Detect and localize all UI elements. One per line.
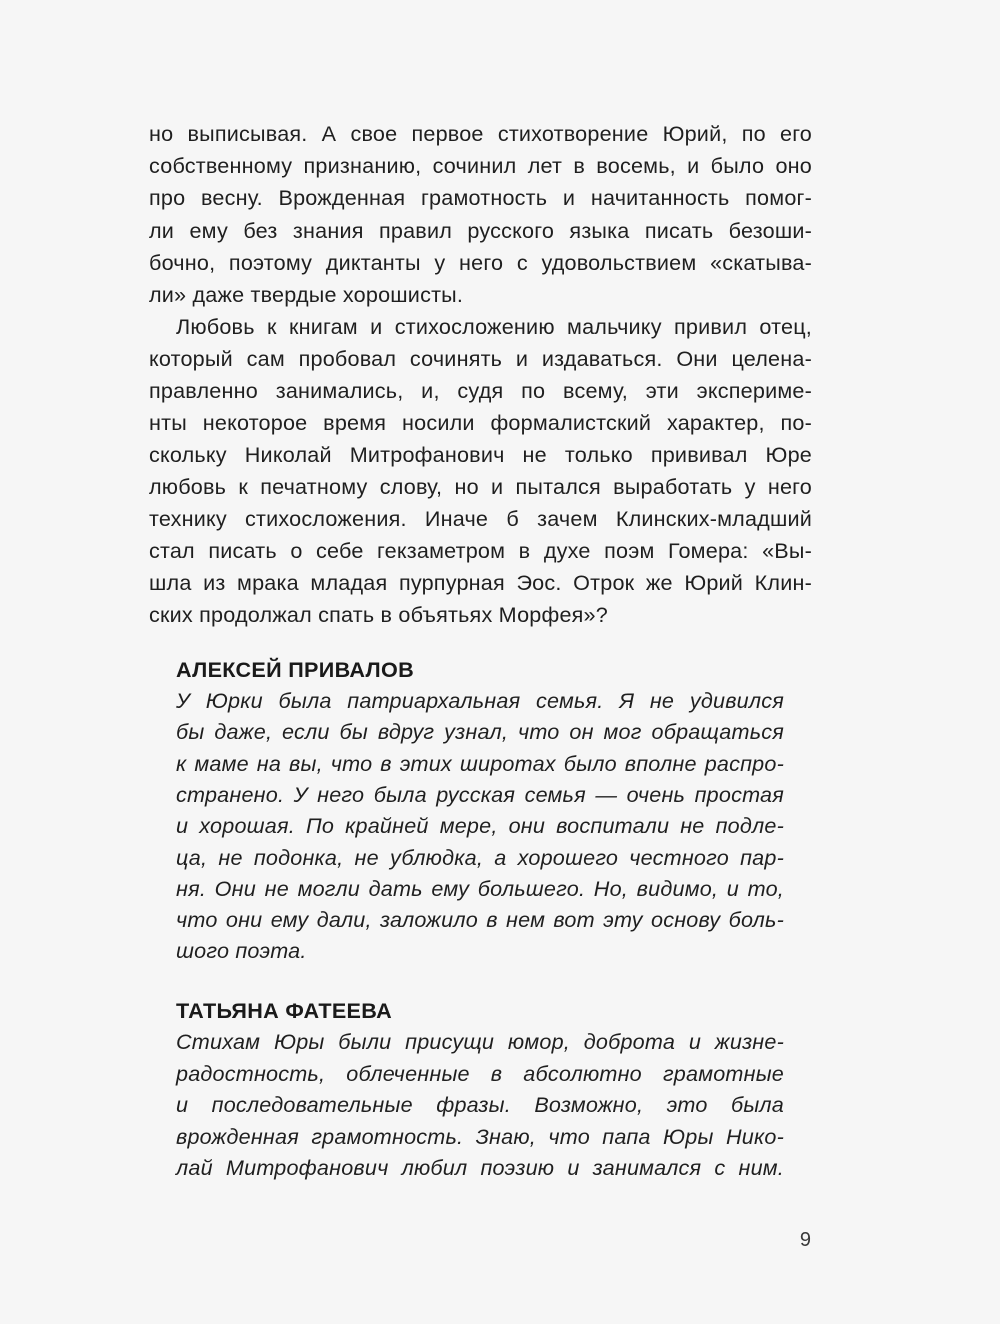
quote-line: радостность, облеченные в абсолютно грамотные (176, 1061, 784, 1086)
quote-line: странено. У него была русская семья — очень простая (176, 782, 784, 807)
text-line: любовь к печатному слову, но и пытался выработать у него (149, 474, 812, 499)
quote-line: ня. Они не могли дать ему большего. Но, видимо, и то, (176, 876, 784, 901)
text-line: собственному признанию, сочинил лет в восемь, и было оно (149, 153, 812, 178)
text-line: нты некоторое время носили формалистский характер, по- (149, 410, 812, 435)
text-line: стал писать о себе гекзаметром в духе поэм Гомера: «Вы- (149, 538, 812, 563)
text-line: который сам пробовал сочинять и издаваться. Они целена- (149, 346, 812, 371)
quote-line: и последовательные фразы. Возможно, это была (176, 1092, 784, 1117)
quote-line: У Юрки была патриархальная семья. Я не удивился (176, 688, 784, 713)
text-line: но выписывая. А свое первое стихотворение Юрий, по его (149, 121, 812, 146)
text-line: бочно, поэтому диктанты у него с удовольствием «скатыва- (149, 250, 812, 275)
quote-line: и хорошая. По крайней мере, они воспитали не подле- (176, 813, 784, 838)
text-line: шла из мрака младая пурпурная Эос. Отрок же Юрий Клин- (149, 570, 812, 595)
quote-line: что они ему дали, заложило в нем вот эту основу боль- (176, 907, 784, 932)
speaker-name: АЛЕКСЕЙ ПРИВАЛОВ (176, 657, 414, 682)
quote-line: ца, не подонка, не ублюдка, а хорошего честного пар- (176, 845, 784, 870)
quote-line: бы даже, если бы вдруг узнал, что он мог обращаться (176, 719, 784, 744)
text-line: про весну. Врожденная грамотность и начитанность помог- (149, 185, 812, 210)
text-line: ли» даже твердые хорошисты. (149, 282, 464, 307)
text-line: Любовь к книгам и стихосложению мальчику привил отец, (176, 314, 812, 339)
quote-line: шого поэта. (176, 938, 307, 963)
quote-line: лай Митрофанович любил поэзию и занимался с ним. (176, 1155, 784, 1180)
quote-line: врожденная грамотность. Знаю, что папа Юры Нико- (176, 1124, 784, 1149)
quote-line: к маме на вы, что в этих широтах было вполне распро- (176, 751, 784, 776)
text-line: ли ему без знания правил русского языка писать безоши- (149, 218, 812, 243)
speaker-name: ТАТЬЯНА ФАТЕЕВА (176, 998, 392, 1023)
text-line: технику стихосложения. Иначе б зачем Клинских-младший (149, 506, 812, 531)
text-line: скольку Николай Митрофанович не только прививал Юре (149, 442, 812, 467)
page-number: 9 (799, 1229, 811, 1251)
text-line: правленно занимались, и, судя по всему, эти экспериме- (149, 378, 812, 403)
quote-line: Стихам Юры были присущи юмор, доброта и жизне- (176, 1029, 784, 1054)
text-line: ских продолжал спать в объятьях Морфея»? (149, 602, 608, 627)
